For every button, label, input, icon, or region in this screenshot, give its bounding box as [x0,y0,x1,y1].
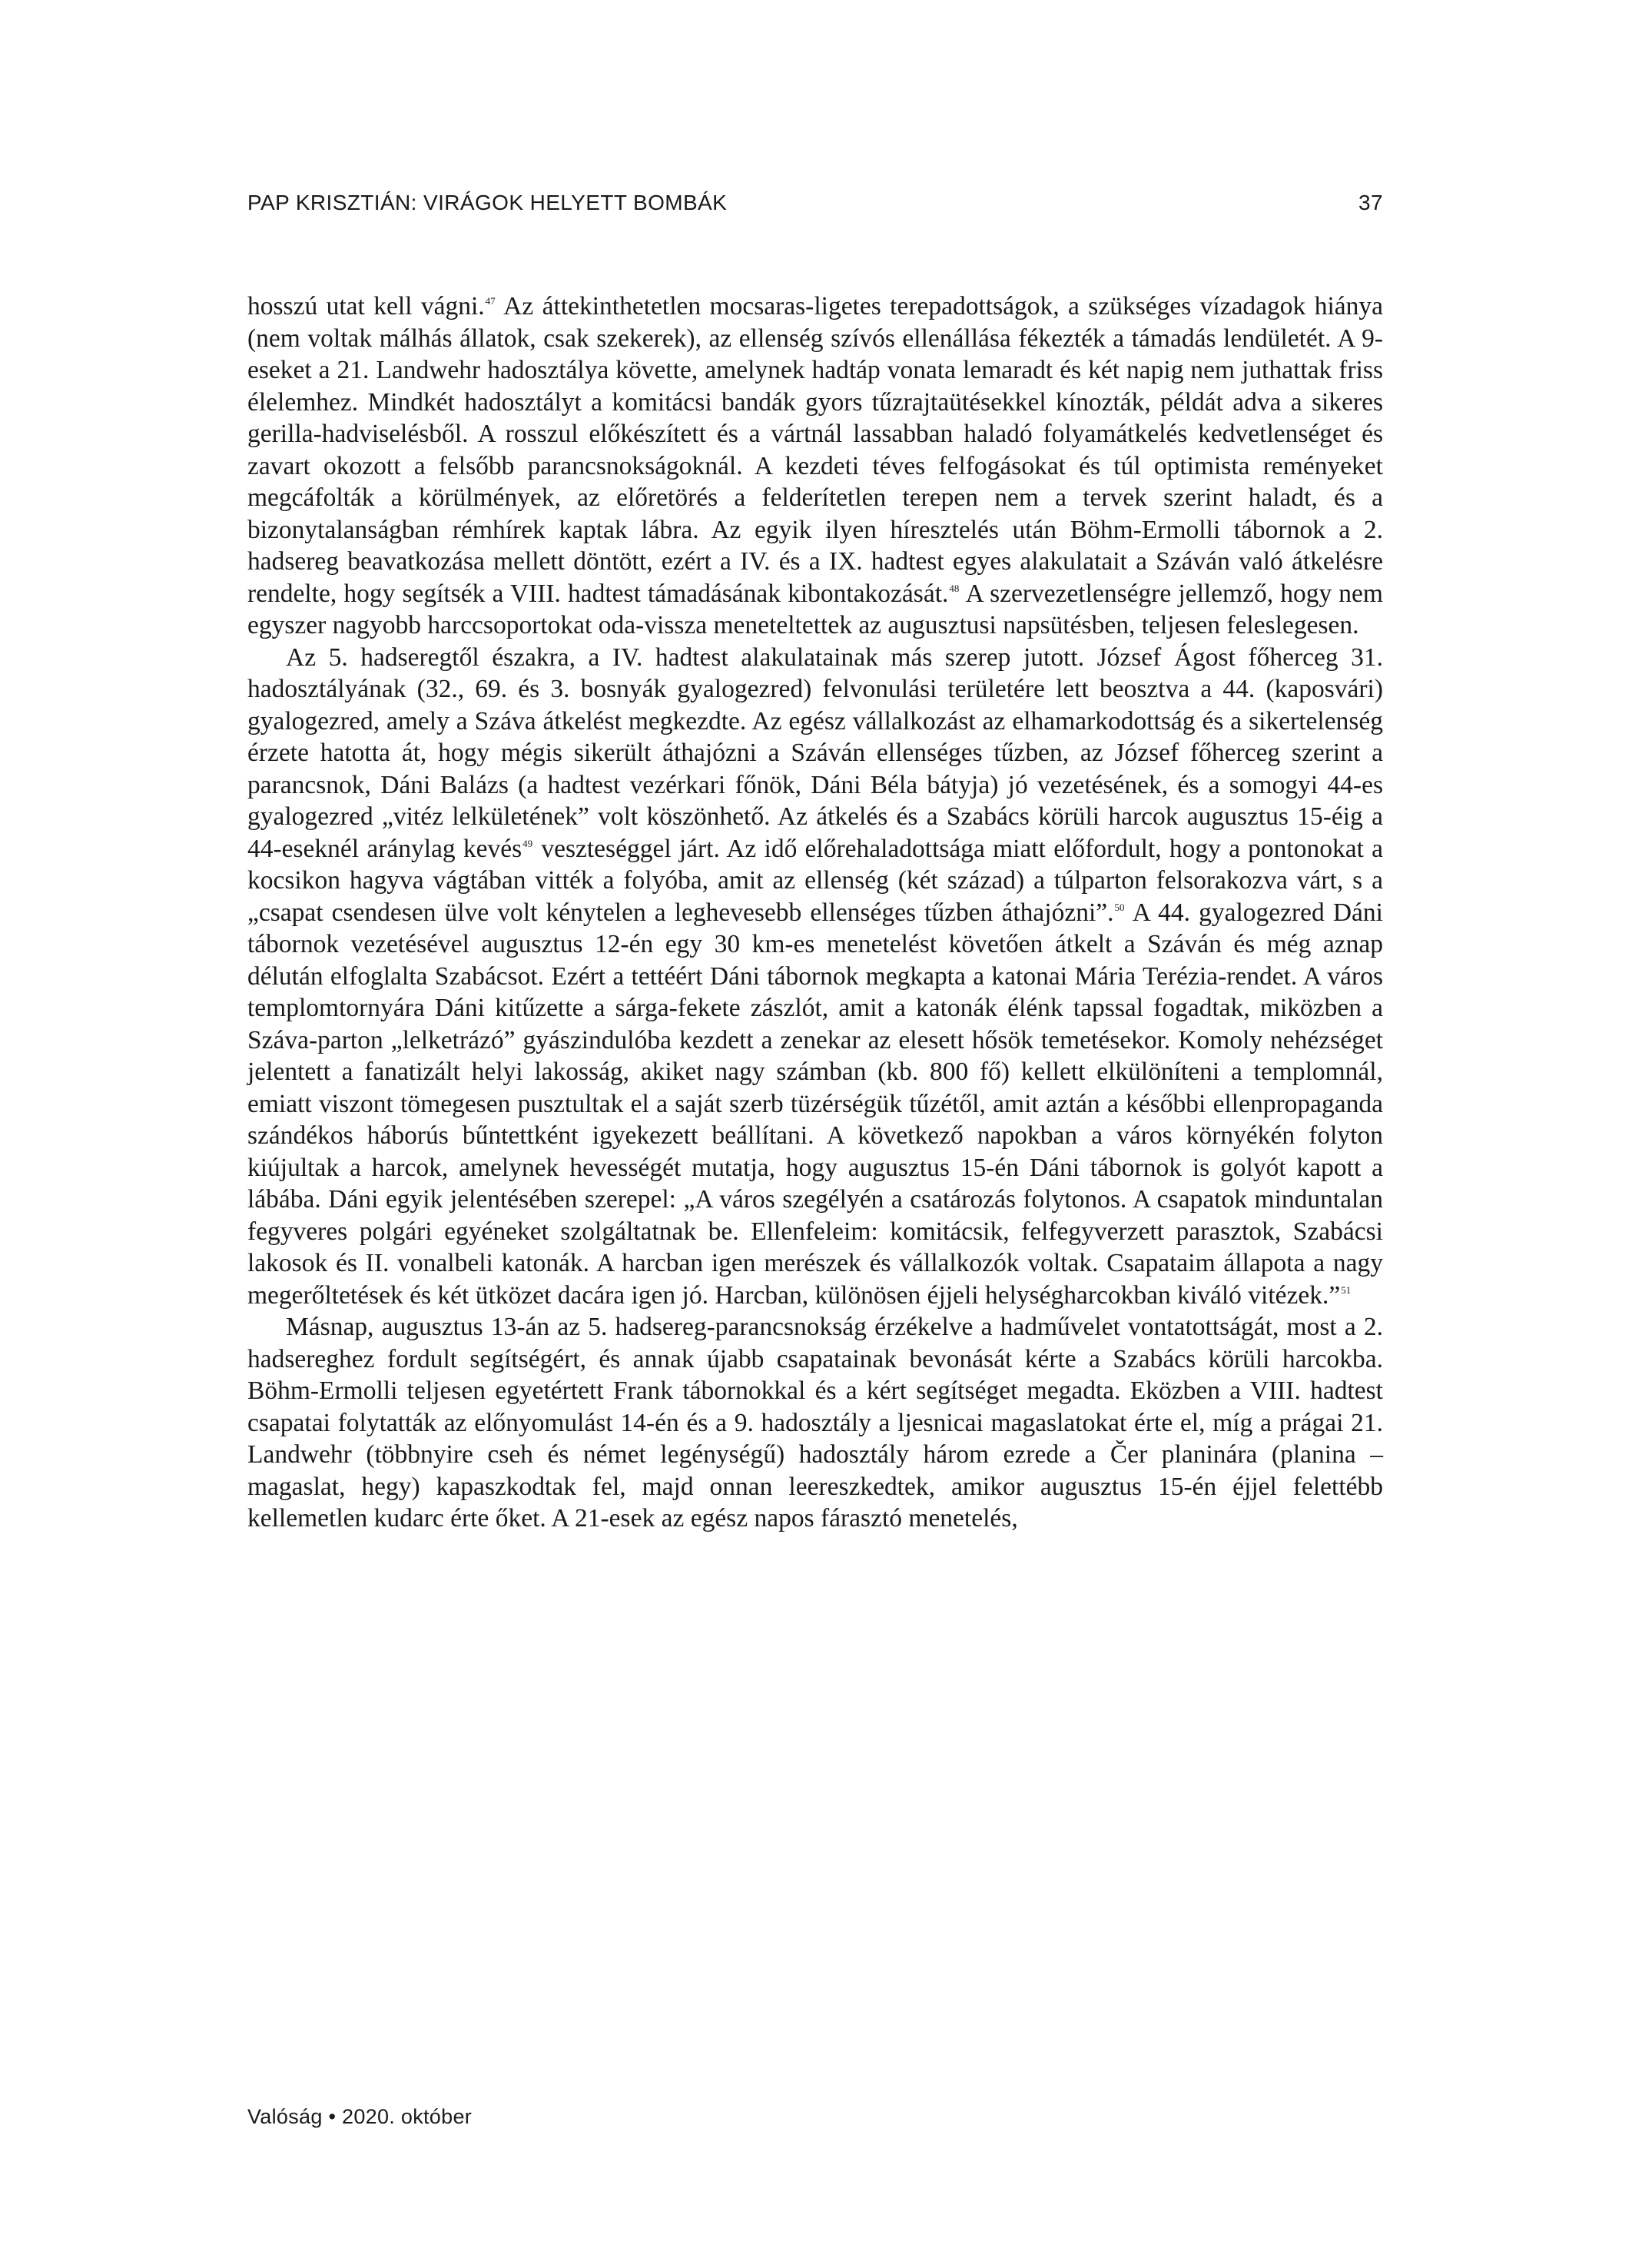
page-number: 37 [1358,191,1383,214]
footer-publication-info: Valóság • 2020. október [247,2105,473,2128]
footnote-marker: 49 [522,837,533,849]
paragraph-text: Az áttekinthetetlen mocsaras-ligetes terepadottságok, a szükséges vízadagok hiánya (nem voltak málhás állatok, csak szekerek), az ellenség szívós ellenállása fékezték a támadás lendületét. A 9-eseket a 21. Landwehr hadosztálya követte, amelynek hadtáp vonata lemaradt és két napig nem juthattak friss élelemhez. Mindkét hadosztályt a komitácsi bandák gyors tűzrajtaütésekkel kínozták, példát adva a sikeres gerilla-hadviselésből. A rosszul előkészített és a vártnál lassabban haladó folyamátkelés kedvetlenséget és zavart okozott a felsőbb parancsnokságoknál. A kezdeti téves felfogásokat és túl optimista reményeket megcáfolták a körülmények, az előretörés a felderítetlen terepen nem a tervek szerint haladt, és a bizonytalanságban rémhírek kaptak lábra. Az egyik ilyen híresztelés után Böhm-Ermolli tábornok a 2. hadsereg beavatkozása mellett döntött, ezért a IV. és a IX. hadtest egyes alakulatait a Száván való átkelésre rendelte, hogy segítsék a VIII. hadtest támadásának kibontakozását. [247,292,1383,608]
footnote-marker: 47 [485,295,496,307]
running-head [247,189,1383,217]
paragraph-text: Másnap, augusztus 13-án az 5. hadsereg-parancsnokság érzékelve a hadművelet vontatottságát, most a 2. hadsereghez fordult segítségért, és annak újabb csapatainak bevonását kérte a Szabács körüli harcokba. Böhm-Ermolli teljesen egyetértett Frank tábornokkal és a kért segítséget megadta. Eközben a VIII. hadtest csapatai folytatták az előnyomulást 14-én és a 9. hadosztály a ljesnicai magaslatokat érte el, míg a prágai 21. Landwehr (többnyire cseh és német legénységű) hadosztály három ezrede a Čer planinára (planina – magaslat, hegy) kapaszkodtak fel, majd onnan leereszkedtek, amikor augusztus 15-én éjjel felettébb kellemetlen kudarc érte őket. A 21-esek az egész napos fárasztó menetelés, [247,1313,1383,1532]
footnote-marker: 50 [1114,901,1125,913]
running-head-title: PAP KRISZTIÁN: VIRÁGOK HELYETT BOMBÁK [247,191,728,214]
article-body [247,291,1383,1535]
paragraph-text: veszteséggel járt. Az idő előrehaladottsága miatt előfordult, hogy a pontonokat a kocsikon hagyva vágtában vitték a folyóba, amit az ellenség (két század) a túlparton felsorakozva várt, s a „csapat csendesen ülve volt kénytelen a leghevesebb ellenséges tűzben áthajózni”. [247,834,1383,927]
footnote-marker: 48 [949,582,960,594]
footnote-marker: 51 [1341,1283,1352,1296]
paragraph-text: A 44. gyalogezred Dáni tábornok vezetésével augusztus 12-én egy 30 km-es menetelést követően átkelt a Száván és még aznap délután elfoglalta Szabácsot. Ezért a tettéért Dáni tábornok megkapta a katonai Mária Terézia-rendet. A város templomtornyára Dáni kitűzette a sárga-fekete zászlót, amit a katonák élénk tapssal fogadtak, miközben a Száva-parton „lelketrázó” gyászindulóba kezdett a zenekar az elesett hősök temetésekor. Komoly nehézséget jelentett a fanatizált helyi lakosság, akiket nagy számban (kb. 800 fő) kellett elkülöníteni a templomnál, emiatt viszont tömegesen pusztultak el a saját szerb tüzérségük tűzétől, amit aztán a későbbi ellenpropaganda szándékos háborús bűntettként igyekezett beállítani. A következő napokban a város környékén folyton kiújultak a harcok, amelynek hevességét mutatja, hogy augusztus 15-én Dáni tábornok is golyót kapott a lábába. Dáni egyik jelentésében szerepel: „A város szegélyén a csatározás folytonos. A csapatok minduntalan fegyveres polgári egyéneket szolgáltatnak be. Ellenfeleim: komitácsik, felfegyverzett parasztok, Szabácsi lakosok és II. vonalbeli katonák. A harcban igen merészek és vállalkozók voltak. Csapataim állapota a nagy megerőltetések és két ütközet dacára igen jó. Harcban, különösen éjjeli helységharcokban kiváló vitézek.” [247,898,1383,1310]
paragraph [247,1311,1383,1535]
paragraph [247,642,1383,1312]
paragraph-text: Az 5. hadseregtől északra, a IV. hadtest alakulatainak más szerep jutott. József Ágost főherceg 31. hadosztályának (32., 69. és 3. bosnyák gyalogezred) felvonulási területére lett beosztva a 44. (kaposvári) gyalogezred, amely a Száva átkelést megkezdte. Az egész vállalkozást az elhamarkodottság és a sikertelenség érzete hatotta át, hogy mégis sikerült áthajózni a Száván ellenséges tűzben, az József főherceg szerint a parancsnok, Dáni Balázs (a hadtest vezérkari főnök, Dáni Béla bátyja) jó vezetésének, és a somogyi 44-es gyalogezred „vitéz lelkületének” volt köszönhető. Az átkelés és a Szabács körüli harcok augusztus 15-éig a 44-eseknél aránylag kevés [247,643,1383,863]
paragraph [247,291,1383,642]
paragraph-text: hosszú utat kell vágni. [247,292,485,320]
paragraph-text: A szervezetlenségre jellemző, hogy nem egyszer nagyobb harccsoportokat oda-vissza meneteltettek az augusztusi napsütésben, teljesen feleslegesen. [247,579,1383,639]
